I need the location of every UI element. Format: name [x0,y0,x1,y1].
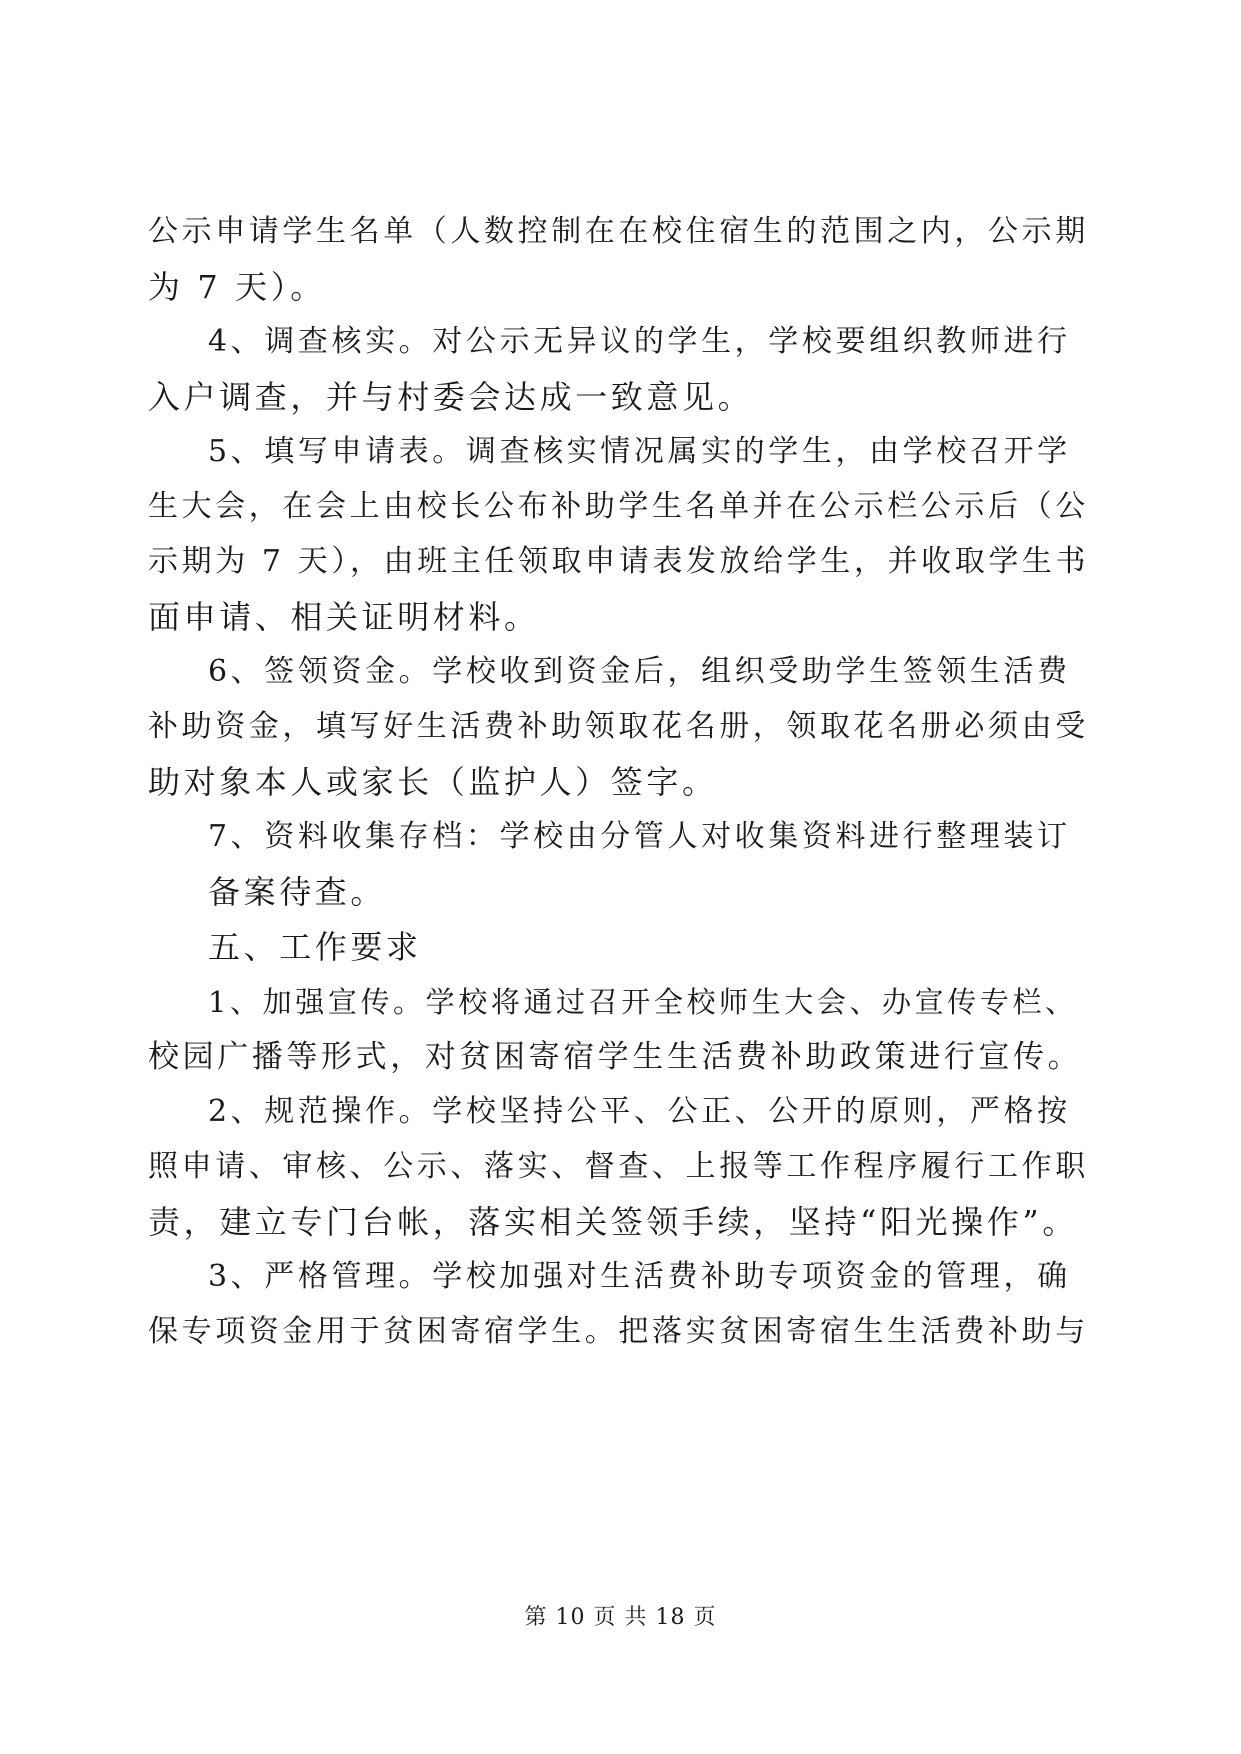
body-line: 4、调查核实。对公示无异议的学生，学校要组织教师进行 [208,324,1071,359]
body-line: 6、签领资金。学校收到资金后，组织受助学生签领生活费 [208,654,1071,689]
body-line: 备案待查。 [208,873,387,911]
body-line: 助对象本人或家长（监护人）签字。 [148,763,718,801]
body-line: 3、严格管理。学校加强对生活费补助专项资金的管理，确 [208,1259,1071,1294]
body-line: 示期为 7 天），由班主任领取申请表发放给学生，并收取学生书 [148,544,1090,579]
body-line: 入户调查，并与村委会达成一致意见。 [148,378,754,416]
body-line: 公示申请学生名单（人数控制在在校住宿生的范围之内，公示期 [148,214,1089,249]
body-line: 照申请、审核、公示、落实、督查、上报等工作程序履行工作职 [148,1149,1089,1184]
body-line: 补助资金，填写好生活费补助领取花名册，领取花名册必须由受 [148,709,1089,744]
body-line: 生大会，在会上由校长公布补助学生名单并在公示栏公示后（公 [148,489,1089,524]
body-line: 校园广播等形式，对贫困寄宿学生生活费补助政策进行宣传。 [148,1039,1083,1075]
body-line: 1、加强宣传。学校将通过召开全校师生大会、办宣传专栏、 [208,985,1078,1019]
body-line: 责，建立专门台帐，落实相关签领手续，坚持“阳光操作”。 [148,1203,1078,1241]
body-line: 为 7 天）。 [148,268,326,306]
body-line: 保专项资金用于贫困寄宿学生。把落实贫困寄宿生生活费补助与 [148,1314,1089,1349]
page-number-footer: 第 10 页 共 18 页 [524,1605,717,1630]
body-line: 2、规范操作。学校坚持公平、公正、公开的原则，严格按 [208,1094,1071,1129]
body-line: 面申请、相关证明材料。 [148,598,540,636]
body-line: 7、资料收集存档：学校由分管人对收集资料进行整理装订 [208,819,1071,854]
section-heading: 五、工作要求 [208,928,422,966]
body-line: 5、填写申请表。调查核实情况属实的学生，由学校召开学 [208,434,1071,469]
